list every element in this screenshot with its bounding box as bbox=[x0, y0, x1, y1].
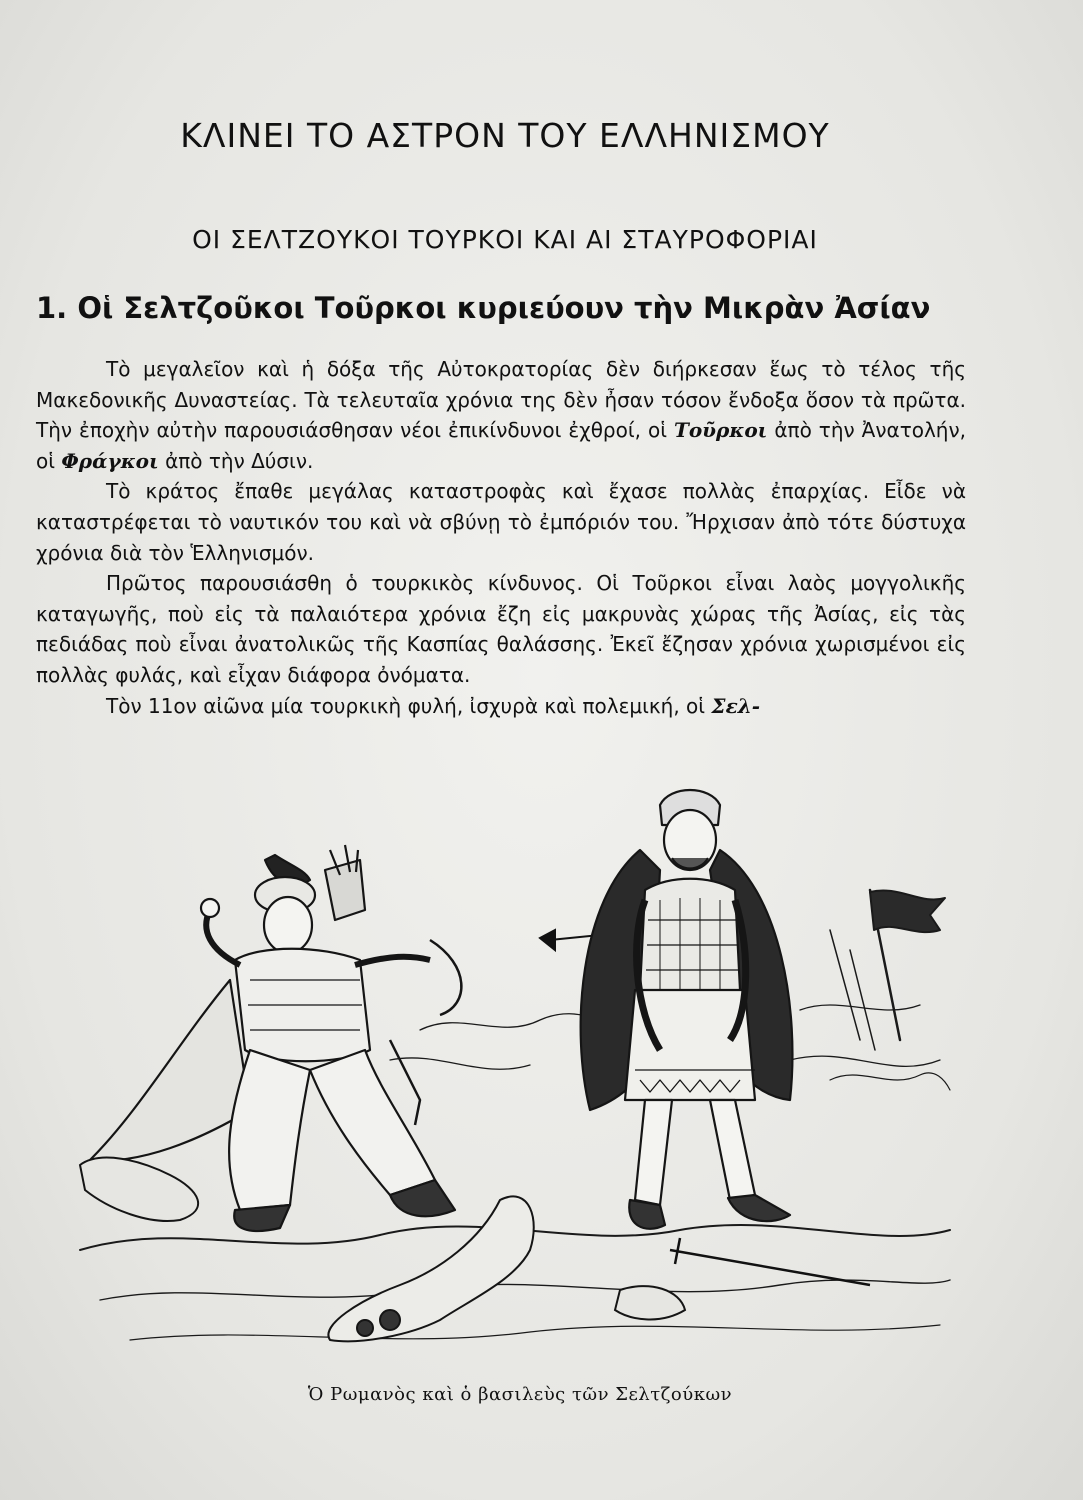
term-franks: Φράγκοι bbox=[61, 448, 159, 473]
term-turks: Τοῦρκοι bbox=[673, 418, 768, 443]
lesson-number: 1. bbox=[36, 291, 68, 325]
paragraph-1-text-c: ἀπὸ τὴν Δύσιν. bbox=[165, 448, 314, 473]
figure-caption: Ὁ Ρωμανὸς καὶ ὁ βασιλεὺς τῶν Σελτζούκων bbox=[307, 1384, 733, 1405]
chapter-title: ΚΛΙΝΕΙ ΤΟ ΑΣΤΡΟΝ ΤΟΥ ΕΛΛΗΝΙΣΜΟΥ bbox=[180, 116, 830, 155]
lesson-title: Οἱ Σελτζοῦκοι Τοῦρκοι κυριεύουν τὴν Μικρὰν Ἀσίαν bbox=[77, 291, 931, 325]
paragraph-1-text-b: ἀπὸ τὴν Ἀνατολήν, οἱ bbox=[36, 418, 967, 473]
emperor-romanos bbox=[581, 790, 793, 1229]
section-title: ΟΙ ΣΕΛΤΖΟΥΚΟΙ ΤΟΥΡΚΟΙ ΚΑΙ ΑΙ ΣΤΑΥΡΟΦΟΡΙΑΙ bbox=[192, 225, 818, 254]
paragraph-4-text: Τὸν 11ον αἰῶνα μία τουρκικὴ φυλή, ἰσχυρὰ καὶ πολεμική, οἱ bbox=[106, 693, 706, 718]
sword-icon bbox=[670, 1238, 870, 1285]
paragraph-2: Τὸ κράτος ἔπαθε μεγάλας καταστροφὰς καὶ ἔχασε πολλὰς ἐπαρχίας. Εἶδε νὰ καταστρέφεται τὸ ναυτικόν του καὶ νὰ σβύνῃ τὸ ἐμπόριόν του. Ἤρχισαν ἀπὸ τότε δύστυχα χρόνια διὰ τὸν Ἑλληνισμόν. bbox=[36, 479, 966, 565]
body-text bbox=[36, 354, 966, 721]
paragraph-4 bbox=[36, 691, 966, 722]
paragraph-1 bbox=[36, 354, 966, 476]
battle-illustration bbox=[60, 780, 960, 1370]
term-seljuks: Σελ- bbox=[711, 693, 761, 718]
lesson-heading bbox=[36, 291, 976, 325]
banner-icon bbox=[870, 890, 945, 1040]
paragraph-3: Πρῶτος παρουσιάσθη ὁ τουρκικὸς κίνδυνος. Οἱ Τοῦρκοι εἶναι λαὸς μογγολικῆς καταγωγῆς, ποὺ εἰς τὰ παλαιότερα χρόνια ἔζη εἰς μακρυνὰς χώρας τῆς Ἀσίας, εἰς τὰς πεδιάδας ποὺ εἶναι ἀνατολικῶς τῆς Κασπίας θαλάσσης. Ἐκεῖ ἔζησαν χρόνια χωρισμένοι εἰς πολλὰς φυλάς, καὶ εἶχαν διάφορα ὀνόματα. bbox=[36, 571, 966, 687]
paragraph-1-text-a: Τὸ μεγαλεῖον καὶ ἡ δόξα τῆς Αὐτοκρατορίας δὲν διήρκεσαν ἕως τὸ τέλος τῆς Μακεδονικῆς Δυναστείας. Τὰ τελευταῖα χρόνια της δὲν ἦσαν τόσον ἔνδοξα ὅσον τὰ πρῶτα. Τὴν ἐποχὴν αὐτὴν παρουσιάσθησαν νέοι ἐπικίνδυνοι ἐχθροί, οἱ bbox=[36, 357, 966, 443]
